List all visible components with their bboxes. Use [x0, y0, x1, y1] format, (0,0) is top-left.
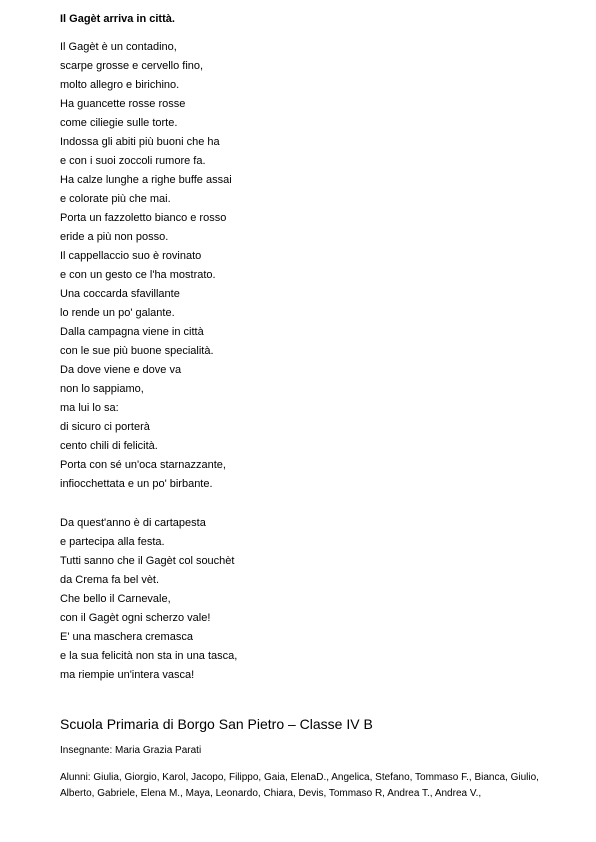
poem-line: Porta con sé un'oca starnazzante, [60, 459, 226, 471]
poem-line: Che bello il Carnevale, [60, 593, 171, 605]
teacher-line: Insegnante: Maria Grazia Parati [60, 745, 202, 756]
poem-line: scarpe grosse e cervello fino, [60, 60, 204, 72]
poem-line: lo rende un po' galante. [60, 307, 175, 319]
poem-line: Ha guancette rosse rosse [60, 98, 186, 110]
poem-line: e partecipa alla festa. [60, 536, 165, 548]
poem-line: come ciliegie sulle torte. [60, 117, 178, 129]
poem-line: ma lui lo sa: [60, 402, 119, 414]
poem-stanza-2 [60, 514, 237, 685]
poem-line: e con i suoi zoccoli rumore fa. [60, 155, 206, 167]
students-list: Alunni: Giulia, Giorgio, Karol, Jacopo, Filippo, Gaia, ElenaD., Angelica, Stefano, Tommaso F., Bianca, Giulio, Alberto, Gabriele, Elena M., Maya, Leonardo, Chiara, Devis, Tommaso R, Andrea T., Andrea V., [60, 772, 539, 799]
poem-title: Il Gagèt arriva in città. [60, 13, 175, 25]
poem-line: cento chili di felicità. [60, 440, 158, 452]
poem-line: Da dove viene e dove va [60, 364, 182, 376]
poem-line: Tutti sanno che il Gagèt col souchèt [60, 555, 235, 567]
poem-line: di sicuro ci porterà [60, 421, 150, 433]
poem-line: Porta un fazzoletto bianco e rosso [60, 212, 227, 224]
poem-line: da Crema fa bel vèt. [60, 574, 160, 586]
poem-line: molto allegro e birichino. [60, 79, 180, 91]
poem-stanza-1 [60, 38, 232, 494]
poem-line: con le sue più buone specialità. [60, 345, 214, 357]
poem-line: ma riempie un'intera vasca! [60, 669, 195, 681]
poem-line: E' una maschera cremasca [60, 631, 193, 643]
poem-line: Dalla campagna viene in città [60, 326, 204, 338]
poem-line: infiocchettata e un po' birbante. [60, 478, 213, 490]
poem-line: Una coccarda sfavillante [60, 288, 180, 300]
poem-line: Da quest'anno è di cartapesta [60, 517, 206, 529]
poem-line: Il cappellaccio suo è rovinato [60, 250, 202, 262]
poem-line: e con un gesto ce l'ha mostrato. [60, 269, 216, 281]
school-heading: Scuola Primaria di Borgo San Pietro – Classe IV B [60, 716, 373, 732]
poem-line: con il Gagèt ogni scherzo vale! [60, 612, 211, 624]
poem-line: non lo sappiamo, [60, 383, 144, 395]
poem-line: eride a più non posso. [60, 231, 169, 243]
poem-line: e la sua felicità non sta in una tasca, [60, 650, 238, 662]
poem-line: Ha calze lunghe a righe buffe assai [60, 174, 232, 186]
poem-line: e colorate più che mai. [60, 193, 171, 205]
poem-line: Indossa gli abiti più buoni che ha [60, 136, 220, 148]
poem-line: Il Gagèt è un contadino, [60, 41, 177, 53]
